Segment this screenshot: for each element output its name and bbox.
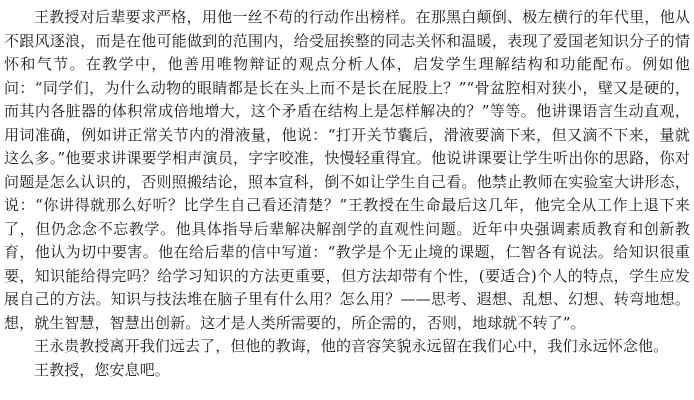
paragraph-teaching: 王教授对后辈要求严格，用他一丝不苟的行动作出榜样。在那黑白颠倒、极左横行的年代里，他从不跟风逐浪，而是在他可能做到的范围内，给受屈挨整的同志关怀和温暖，表现了爱国老知识分子的情怀和气节。在教学中，他善用唯物辩证的观点分析人体，启发学生理解结构和功能配布。例如他问：“同学们，为什么动物的眼睛都是长在头上而不是长在屁股上？”“骨盆腔相对狭小，壁又是硬的，而其内各脏器的体积常成倍地增大，这个矛盾在结构上是怎样解决的？”等等。他讲课语言生动直观，用词准确，例如讲正常关节内的滑液量，他说：“打开关节囊后，滑液要滴下来，但又滴不下来，量就这么多。”他要求讲课要学相声演员，字字咬准，快慢轻重得宜。他说讲课要让学生听出你的思路，你对问题是怎么认识的，否则照搬结论，照本宣科，倒不如让学生自己看。他禁止教师在实验室大讲形态，说：“你讲得就那么好听？比学生自己看还清楚？”王教授在生命最后这几年，他完全从工作上退下来了，但仍念念不忘教学。他具体指导后辈解决解剖学的直观性问题。近年中央强调素质教育和创新教育，他认为切中要害。他在给后辈的信中写道：“教学是个无止境的课题，仁智各有说法。给知识很重要，知识能给得完吗？给学习知识的方法更重要，但方法却带有个性，(要适合)个人的特点，学生应发展自己的方法。知识与技法堆在脑子里有什么用？怎么用？——思考、遐想、乱想、幻想、转弯地想。想，就生智慧，智慧出创新。这才是人类所需要的，所企需的，否则，地球就不转了”。 [4,8,690,332]
document-page [4,6,690,382]
paragraph-farewell: 王教授，您安息吧。 [34,360,170,379]
paragraph-remembrance: 王永贵教授离开我们远去了，但他的教诲，他的音容笑貌永远留在我们心中，我们永远怀念他。 [34,337,669,355]
